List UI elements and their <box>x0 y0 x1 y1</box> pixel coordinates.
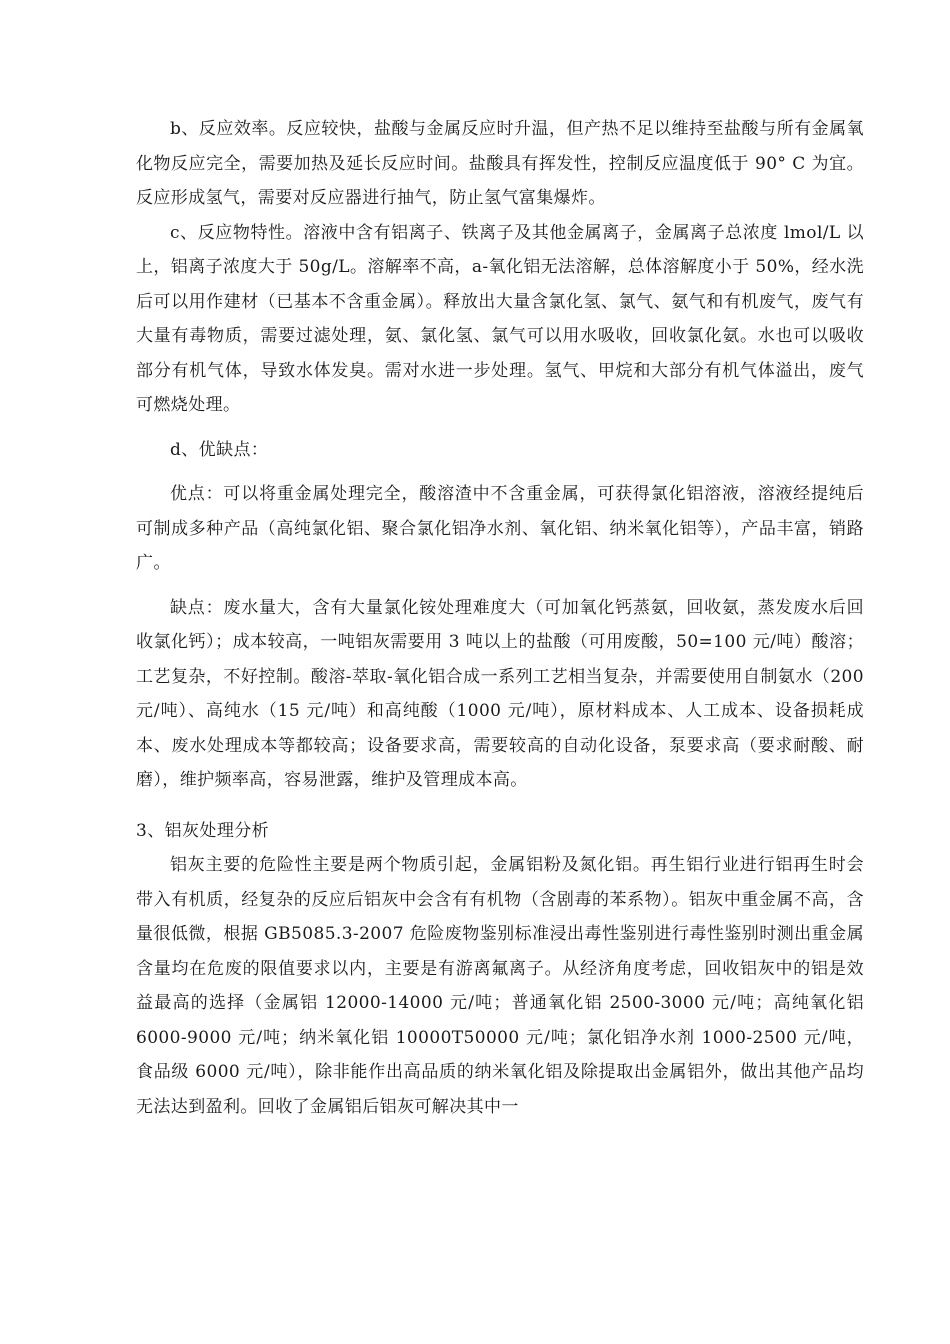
paragraph-reaction-efficiency: b、反应效率。反应较快，盐酸与金属反应时升温，但产热不足以维持至盐酸与所有金属氧化物反应完全，需要加热及延长反应时间。盐酸具有挥发性，控制反应温度低于 90° C 为宜。反应形成氢气，需要对反应器进行抽气，防止氢气富集爆炸。 <box>136 119 864 208</box>
paragraph-reactant-properties: c、反应物特性。溶液中含有铝离子、铁离子及其他金属离子，金属离子总浓度 lmol/L 以上，铝离子浓度大于 50g/L。溶解率不高，a-氧化铝无法溶解，总体溶解度小于 50%，经水洗后可以用作建材（已基本不含重金属）。释放出大量含氯化氢、氯气、氨气和有机废气，废气有大量有毒物质，需要过滤处理，氨、氯化氢、氯气可以用水吸收，回收氯化氨。水也可以吸收部分有机气体，导致水体发臭。需对水进一步处理。氢气、甲烷和大部分有机气体溢出，废气可燃烧处理。 <box>136 222 864 415</box>
paragraph-aluminum-ash-analysis: 铝灰主要的危险性主要是两个物质引起，金属铝粉及氮化铝。再生铝行业进行铝再生时会带入有机质，经复杂的反应后铝灰中会含有有机物（含剧毒的苯系物）。铝灰中重金属不高，含量很低微，根据 GB5085.3-2007 危险废物鉴别标准浸出毒性鉴别进行毒性鉴别时测出重金属含量均在危废的限值要求以内，主要是有游离氟离子。从经济角度考虑，回收铝灰中的铝是效益最高的选择（金属铝 12000-14000 元/吨；普通氧化铝 2500-3000 元/吨；高纯氧化铝 6000-9000 元/吨；纳米氧化铝 10000T50000 元/吨；氯化铝净水剂 1000-2500 元/吨，食品级 6000 元/吨），除非能作出高品质的纳米氧化铝及除提取出金属铝外，做出其他产品均无法达到盈利。回收了金属铝后铝灰可解决其中一 <box>136 855 864 1117</box>
paragraph-advantages: 优点：可以将重金属处理完全，酸溶渣中不含重金属，可获得氯化铝溶液，溶液经提纯后可制成多种产品（高纯氯化铝、聚合氯化铝净水剂、氧化铝、纳米氧化铝等），产品丰富，销路广。 <box>136 484 864 573</box>
paragraph-disadvantages: 缺点：废水量大，含有大量氯化铵处理难度大（可加氧化钙蒸氨，回收氨，蒸发废水后回收氯化钙）；成本较高，一吨铝灰需要用 3 吨以上的盐酸（可用废酸，50=100 元/吨）酸溶；工艺复杂，不好控制。酸溶-萃取-氧化铝合成一系列工艺相当复杂，并需要使用自制氨水（200 元/吨）、高纯水（15 元/吨）和高纯酸（1000 元/吨），原材料成本、人工成本、设备损耗成本、废水处理成本等都较高；设备要求高，需要较高的自动化设备，泵要求高（要求耐酸、耐磨），维护频率高，容易泄露，维护及管理成本高。 <box>136 597 864 790</box>
document-body <box>136 112 864 1124</box>
section-heading: 3、铝灰处理分析 <box>136 820 270 841</box>
paragraph-pros-cons-label: d、优缺点： <box>170 439 269 460</box>
